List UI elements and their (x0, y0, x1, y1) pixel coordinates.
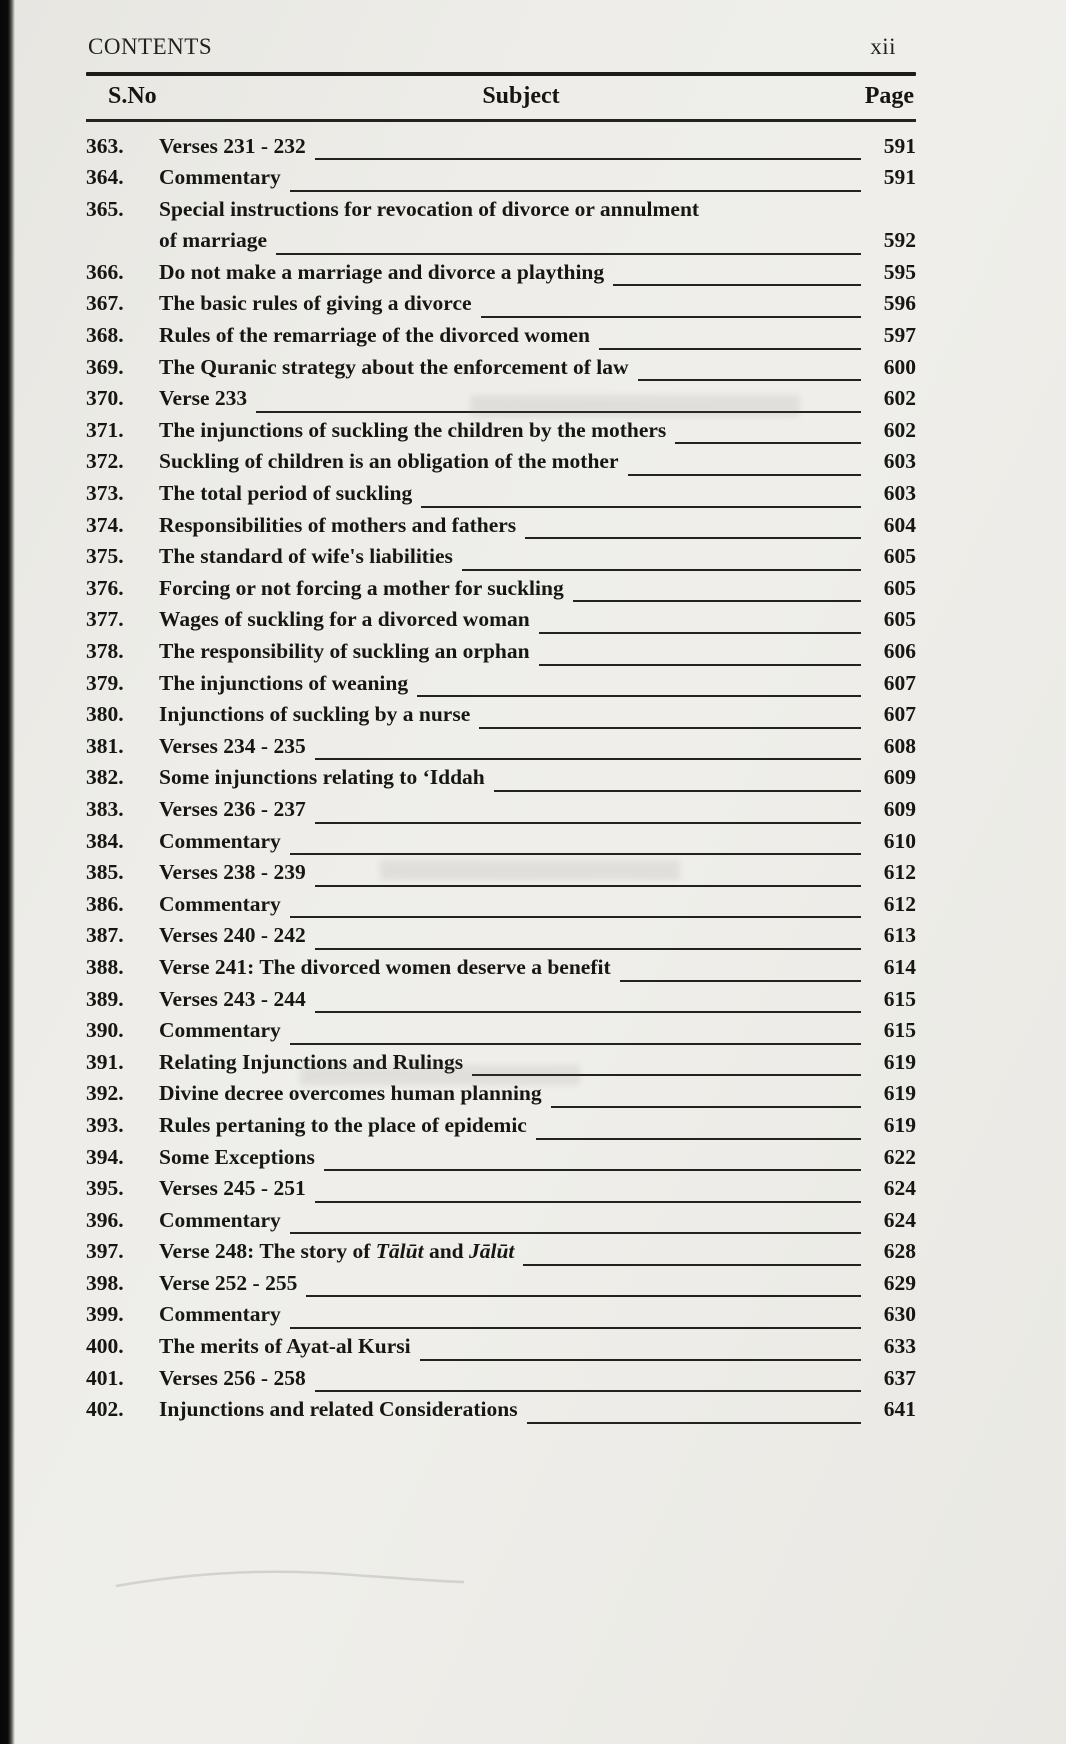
entry-subject: The injunctions of weaning (159, 670, 409, 695)
entry-subject: Forcing or not forcing a mother for suckling (159, 575, 564, 600)
entry-subject: Commentary (159, 1018, 281, 1043)
entry-page-number: 622 (883, 1144, 916, 1169)
toc-entry (86, 165, 916, 197)
toc-header-row (86, 76, 916, 119)
leader-line (628, 473, 861, 476)
bleedthrough-smudge (380, 860, 680, 880)
entry-subject (159, 1239, 514, 1264)
entry-page-number: 612 (883, 891, 916, 916)
entry-number: 384. (86, 828, 124, 853)
entry-subject-continued: of marriage (159, 228, 268, 253)
toc-entry (86, 1366, 916, 1398)
entry-number: 370. (86, 386, 124, 411)
entry-subject: Commentary (159, 891, 281, 916)
entry-subject: The injunctions of suckling the children by the mothers (159, 417, 667, 442)
entry-page-number: 606 (883, 639, 916, 663)
column-header-subject: Subject (482, 83, 560, 109)
entry-number: 390. (86, 1018, 124, 1043)
toc-entry-continuation (86, 228, 916, 260)
entry-number: 387. (86, 923, 124, 948)
entry-number: 386. (86, 891, 124, 916)
leader-line (315, 1200, 861, 1203)
entry-number: 396. (86, 1207, 124, 1232)
running-head (86, 34, 916, 60)
entry-subject-segment: and (423, 1239, 469, 1264)
leader-line (539, 663, 861, 666)
entry-page-number: 609 (883, 765, 916, 790)
toc-entry (86, 1145, 916, 1177)
leader-line (315, 821, 861, 824)
toc-entry (86, 892, 916, 924)
entry-page-number: 607 (883, 702, 916, 727)
entry-page-number: 608 (883, 733, 916, 758)
entry-number: 399. (86, 1302, 124, 1327)
entry-subject-segment: Verse 248: The story of (159, 1239, 376, 1264)
toc-entry (86, 355, 916, 387)
leader-line (315, 947, 861, 950)
toc-body (86, 134, 916, 1429)
entry-subject: Verses 256 - 258 (159, 1365, 306, 1390)
entry-page-number: 591 (883, 133, 916, 158)
entry-page-number: 604 (883, 512, 916, 537)
entry-page-number: 602 (883, 417, 916, 442)
entry-page-number: 615 (883, 986, 916, 1011)
leader-line (417, 694, 861, 697)
entry-subject: Injunctions of suckling by a nurse (159, 702, 471, 727)
entry-page-number: 641 (883, 1397, 916, 1422)
entry-number: 378. (86, 639, 124, 663)
entry-page-number: 603 (883, 481, 916, 506)
toc-entry (86, 671, 916, 703)
entry-number: 382. (86, 765, 124, 790)
entry-page-number: 613 (883, 923, 916, 948)
entry-subject: Some injunctions relating to ‘Iddah (159, 765, 485, 790)
entry-number: 388. (86, 954, 124, 979)
entry-number: 389. (86, 986, 124, 1011)
entry-number: 375. (86, 544, 124, 569)
leader-line (324, 1168, 861, 1171)
toc-entry (86, 639, 916, 671)
toc-entry (86, 923, 916, 955)
entry-subject: Verse 233 (159, 386, 248, 411)
entry-number: 380. (86, 702, 124, 727)
leader-line (315, 1389, 861, 1392)
entry-subject: Some Exceptions (159, 1144, 315, 1169)
entry-subject: Special instructions for revocation of divorce or annulment (159, 196, 700, 221)
column-header-sno: S.No (108, 83, 157, 109)
leader-line (315, 157, 861, 160)
entry-subject: Do not make a marriage and divorce a plaything (159, 259, 605, 284)
entry-number: 371. (86, 417, 124, 442)
entry-page-number: 605 (883, 575, 916, 600)
page-content (86, 34, 916, 1429)
entry-number: 374. (86, 512, 124, 537)
leader-line (599, 347, 861, 350)
leader-line (315, 1010, 861, 1013)
bleedthrough-smudge (300, 1065, 580, 1085)
entry-number: 395. (86, 1176, 124, 1201)
leader-line (613, 283, 861, 286)
entry-page-number: 597 (883, 323, 916, 348)
toc-entry (86, 955, 916, 987)
entry-number: 363. (86, 133, 124, 158)
entry-page-number: 612 (883, 860, 916, 885)
entry-subject-italic-segment: Tālūt (375, 1239, 424, 1264)
leader-line (462, 568, 861, 571)
toc-entry (86, 797, 916, 829)
entry-subject: Verse 241: The divorced women deserve a benefit (159, 954, 611, 979)
entry-subject: The Quranic strategy about the enforcement of law (159, 354, 629, 379)
entry-subject: Commentary (159, 1207, 281, 1232)
leader-line (290, 189, 861, 192)
leader-line (494, 789, 861, 792)
toc-entry (86, 260, 916, 292)
leader-line (481, 315, 861, 318)
entry-subject: Commentary (159, 828, 281, 853)
entry-page-number: 609 (883, 796, 916, 821)
entry-number: 400. (86, 1334, 124, 1359)
toc-entry (86, 1113, 916, 1145)
entry-page-number: 595 (883, 259, 916, 284)
entry-subject: Verses 238 - 239 (159, 860, 306, 885)
leader-line (290, 1231, 861, 1234)
entry-number: 376. (86, 575, 124, 600)
entry-subject: Verses 240 - 242 (159, 923, 306, 948)
header-rule (86, 119, 916, 122)
entry-number: 401. (86, 1365, 124, 1390)
leader-line (675, 441, 861, 444)
entry-page-number: 605 (883, 607, 916, 632)
entry-number: 367. (86, 291, 124, 316)
toc-entry (86, 607, 916, 639)
entry-subject: Responsibilities of mothers and fathers (159, 512, 517, 537)
toc-entry (86, 1081, 916, 1113)
entry-number: 397. (86, 1239, 124, 1264)
entry-subject: Rules pertaning to the place of epidemic (159, 1112, 527, 1137)
toc-entry (86, 829, 916, 861)
leader-line (573, 599, 861, 602)
entry-number: 369. (86, 354, 124, 379)
entry-subject: Verses 243 - 244 (159, 986, 306, 1011)
entry-number: 372. (86, 449, 124, 474)
entry-number: 394. (86, 1144, 124, 1169)
entry-subject: Suckling of children is an obligation of the mother (159, 449, 619, 474)
entry-subject: Verse 252 - 255 (159, 1270, 298, 1295)
entry-page-number: 605 (883, 544, 916, 569)
toc-entry (86, 1018, 916, 1050)
leader-line (290, 915, 861, 918)
leader-line (479, 726, 861, 729)
entry-number: 398. (86, 1270, 124, 1295)
entry-number: 381. (86, 733, 124, 758)
entry-page-number: 600 (883, 354, 916, 379)
entry-page-number: 614 (883, 954, 916, 979)
toc-entry (86, 449, 916, 481)
entry-page-number: 630 (883, 1302, 916, 1327)
entry-number: 402. (86, 1397, 124, 1422)
toc-entry (86, 1397, 916, 1429)
entry-subject: Injunctions and related Considerations (159, 1397, 518, 1422)
entry-number: 391. (86, 1049, 124, 1074)
toc-entry (86, 702, 916, 734)
toc-entry (86, 323, 916, 355)
entry-page-number: 596 (883, 291, 916, 316)
toc-entry (86, 418, 916, 450)
entry-page-number: 624 (883, 1207, 916, 1232)
toc-entry (86, 1271, 916, 1303)
toc-entry (86, 765, 916, 797)
toc-entry (86, 197, 916, 229)
entry-subject: Commentary (159, 1302, 281, 1327)
toc-entry (86, 134, 916, 166)
leader-line (523, 1263, 861, 1266)
entry-page-number: 610 (883, 828, 916, 853)
running-head-title: CONTENTS (88, 34, 213, 59)
entry-page-number: 603 (883, 449, 916, 474)
toc-entry (86, 734, 916, 766)
leader-line (421, 505, 861, 508)
toc-entry (86, 481, 916, 513)
entry-subject: Verses 231 - 232 (159, 133, 306, 158)
folio-number: xii (870, 34, 896, 59)
leader-line (306, 1294, 861, 1297)
leader-line (420, 1358, 861, 1361)
entry-subject: Verses 234 - 235 (159, 733, 306, 758)
leader-line (276, 252, 861, 255)
leader-line (539, 631, 861, 634)
toc-entry (86, 291, 916, 323)
entry-page-number: 619 (883, 1049, 916, 1074)
entry-page-number: 592 (883, 228, 916, 253)
entry-page-number: 615 (883, 1018, 916, 1043)
entry-subject: Rules of the remarriage of the divorced women (159, 323, 590, 348)
entry-page-number: 607 (883, 670, 916, 695)
leader-line (290, 852, 861, 855)
scan-artifact-curve (110, 1548, 470, 1608)
toc-entry (86, 576, 916, 608)
toc-entry (86, 1302, 916, 1334)
entry-number: 385. (86, 860, 124, 885)
entry-subject: The merits of Ayat-al Kursi (159, 1334, 411, 1359)
entry-number: 379. (86, 670, 124, 695)
bleedthrough-smudge (470, 395, 800, 417)
leader-line (536, 1137, 861, 1140)
entry-subject: Divine decree overcomes human planning (159, 1081, 542, 1106)
entry-subject: Verses 245 - 251 (159, 1176, 306, 1201)
scan-edge-shadow (0, 0, 15, 1744)
toc-entry (86, 1334, 916, 1366)
entry-page-number: 591 (883, 165, 916, 190)
entry-subject: The standard of wife's liabilities (159, 544, 453, 569)
entry-subject: The total period of suckling (159, 481, 413, 506)
entry-page-number: 619 (883, 1112, 916, 1137)
entry-number: 366. (86, 259, 124, 284)
entry-page-number: 619 (883, 1081, 916, 1106)
leader-line (315, 884, 861, 887)
toc-entry (86, 544, 916, 576)
entry-subject: The responsibility of suckling an orphan (159, 639, 530, 663)
leader-line (290, 1042, 861, 1045)
entry-number: 393. (86, 1112, 124, 1137)
entry-subject: The basic rules of giving a divorce (159, 291, 472, 316)
entry-page-number: 633 (883, 1334, 916, 1359)
entry-number: 377. (86, 607, 124, 632)
leader-line (638, 378, 861, 381)
entry-number: 365. (86, 196, 124, 221)
entry-number: 383. (86, 796, 124, 821)
leader-line (527, 1421, 861, 1424)
toc-entry (86, 1239, 916, 1271)
toc-entry (86, 987, 916, 1019)
entry-page-number: 624 (883, 1176, 916, 1201)
entry-page-number: 629 (883, 1270, 916, 1295)
toc-entry (86, 1176, 916, 1208)
toc-entry (86, 513, 916, 545)
leader-line (620, 979, 861, 982)
leader-line (525, 536, 861, 539)
entry-number: 364. (86, 165, 124, 190)
leader-line (290, 1326, 861, 1329)
entry-number: 373. (86, 481, 124, 506)
entry-page-number: 628 (883, 1239, 916, 1264)
entry-subject: Wages of suckling for a divorced woman (159, 607, 530, 632)
entry-subject: Verses 236 - 237 (159, 796, 306, 821)
entry-subject: Commentary (159, 165, 281, 190)
entry-number: 368. (86, 323, 124, 348)
toc-entry (86, 1208, 916, 1240)
entry-subject: Relating Injunctions and Rulings (159, 1049, 464, 1074)
entry-page-number: 602 (883, 386, 916, 411)
entry-subject-italic-segment: Jālūt (468, 1239, 515, 1264)
entry-page-number: 637 (883, 1365, 916, 1390)
leader-line (551, 1105, 861, 1108)
leader-line (315, 757, 861, 760)
column-header-page: Page (864, 83, 914, 109)
entry-number: 392. (86, 1081, 124, 1106)
